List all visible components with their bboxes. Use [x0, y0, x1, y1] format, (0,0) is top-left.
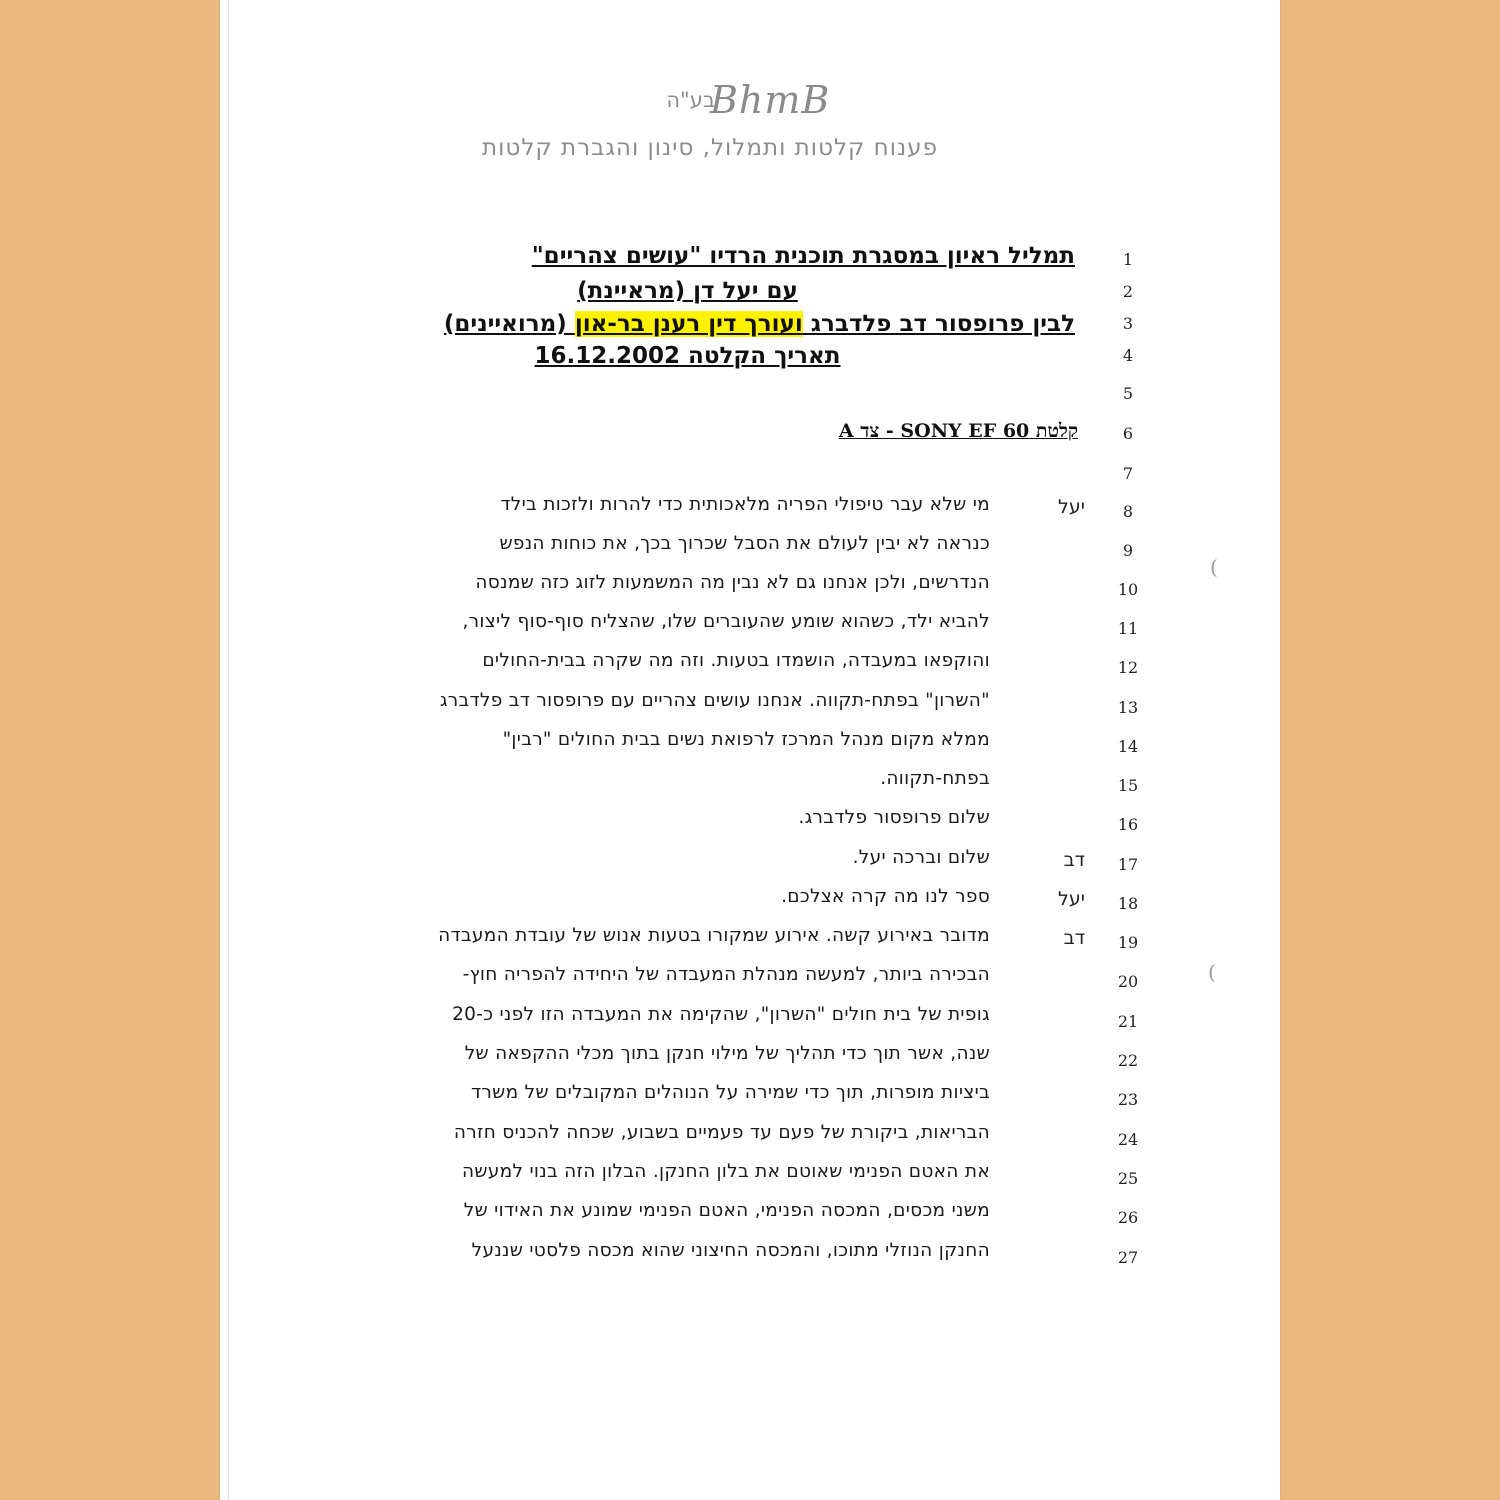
- company-logo: BhmB: [710, 78, 831, 122]
- transcript-text: את האטם הפנימי שאוטם את בלון החנקן. הבלון הזה בנוי למעשה: [461, 1161, 990, 1182]
- transcript-text: בפתח-תקווה.: [880, 768, 990, 789]
- line-number: 26: [1117, 1208, 1139, 1227]
- line-number: 14: [1117, 737, 1139, 756]
- line-number: 17: [1117, 855, 1139, 874]
- line-number: 15: [1117, 776, 1139, 795]
- transcript-text: מי שלא עבר טיפולי הפריה מלאכותית כדי להרות ולזכות בילד: [500, 494, 990, 515]
- line-number: 3: [1122, 314, 1134, 333]
- highlighted-name: ועורך דין רענן בר-און: [574, 311, 803, 337]
- tape-header: קלטת SONY EF 60 - צד A: [838, 420, 1078, 442]
- transcript-text: כנראה לא יבין לעולם את הסבל שכרוך בכך, את כוחות הנפש: [499, 533, 990, 554]
- speaker-name: יעל: [1058, 496, 1085, 518]
- line-number: 18: [1117, 894, 1139, 913]
- line-number: 10: [1117, 580, 1139, 599]
- line-number: 20: [1117, 972, 1139, 991]
- transcript-text: שלום פרופסור פלדברג.: [798, 807, 990, 828]
- line-number: 7: [1122, 464, 1134, 483]
- line-number: 22: [1117, 1051, 1139, 1070]
- letterhead-tagline: פענוח קלטות ותמלול, סינון והגברת קלטות: [482, 135, 938, 161]
- line-number: 6: [1122, 424, 1134, 443]
- transcript-text: שלום וברכה יעל.: [852, 847, 990, 868]
- line-number: 27: [1117, 1248, 1139, 1267]
- transcript-text: שנה, אשר תוך כדי תהליך של מילוי חנקן בתוך מכלי ההקפאה של: [464, 1043, 990, 1064]
- transcript-text: החנקן הנוזלי מתוכו, והמכסה החיצוני שהוא מכסה פלסטי שננעל: [471, 1240, 990, 1261]
- margin-mark: (: [1208, 960, 1216, 984]
- line-number: 23: [1117, 1090, 1139, 1109]
- line-number: 11: [1117, 619, 1139, 638]
- title-line-3-prefix: לבין פרופסור דב פלדברג: [802, 311, 1075, 337]
- speaker-name: דב: [1063, 849, 1085, 871]
- letterhead-bsd: בע"ה: [666, 88, 715, 112]
- title-line-3-suffix: (מרואיינים): [443, 311, 575, 337]
- page-edge-line: [228, 0, 229, 1500]
- line-number: 5: [1122, 384, 1134, 403]
- line-number: 16: [1117, 815, 1139, 834]
- title-line-1: תמליל ראיון במסגרת תוכנית הרדיו "עושים צהריים": [531, 243, 1075, 269]
- line-number: 1: [1122, 250, 1134, 269]
- speaker-name: יעל: [1058, 888, 1085, 910]
- line-number: 13: [1117, 698, 1139, 717]
- recording-date: תאריך הקלטה 16.12.2002: [534, 343, 841, 369]
- transcript-text: הנדרשים, ולכן אנחנו גם לא נבין מה המשמעות לזוג כזה שמנסה: [475, 572, 990, 593]
- line-number: 12: [1117, 658, 1139, 677]
- transcript-text: ביציות מופרות, תוך כדי שמירה על הנוהלים המקובלים של משרד: [471, 1082, 990, 1103]
- title-line-3: [300, 311, 1075, 337]
- transcript-text: הבכירה ביותר, למעשה מנהלת המעבדה של היחידה להפריה חוץ-: [462, 964, 990, 985]
- line-number: 2: [1122, 282, 1134, 301]
- transcript-text: ספר לנו מה קרה אצלכם.: [781, 886, 990, 907]
- transcript-text: להביא ילד, כשהוא שומע שהעוברים שלו, שהצליח סוף-סוף ליצור,: [462, 611, 990, 632]
- margin-mark: (: [1210, 555, 1218, 579]
- title-line-2: עם יעל דן (מראיינת): [577, 278, 798, 304]
- line-number: 19: [1117, 933, 1139, 952]
- line-number: 21: [1117, 1012, 1139, 1031]
- line-number: 8: [1122, 502, 1134, 521]
- transcript-text: "השרון" בפתח-תקווה. אנחנו עושים צהריים עם פרופסור דב פלדברג: [439, 690, 990, 711]
- transcript-text: מדובר באירוע קשה. אירוע שמקורו בטעות אנוש של עובדת המעבדה: [438, 925, 990, 946]
- transcript-text: והוקפאו במעבדה, הושמדו בטעות. וזה מה שקרה בבית-החולים: [482, 650, 990, 671]
- line-number: 4: [1122, 346, 1134, 365]
- speaker-name: דב: [1063, 927, 1085, 949]
- line-number: 9: [1122, 541, 1134, 560]
- transcript-text: הבריאות, ביקורת של פעם עד פעמיים בשבוע, שכחה להכניס חזרה: [453, 1122, 990, 1143]
- transcript-text: משני מכסים, המכסה הפנימי, האטם הפנימי שמונע את האידוי של: [463, 1200, 990, 1221]
- transcript-text: ממלא מקום מנהל המרכז לרפואת נשים בבית החולים "רבין": [502, 729, 990, 750]
- line-number: 24: [1117, 1130, 1139, 1149]
- transcript-text: גופית של בית חולים "השרון", שהקימה את המעבדה הזו לפני כ-20: [452, 1004, 990, 1025]
- line-number: 25: [1117, 1169, 1139, 1188]
